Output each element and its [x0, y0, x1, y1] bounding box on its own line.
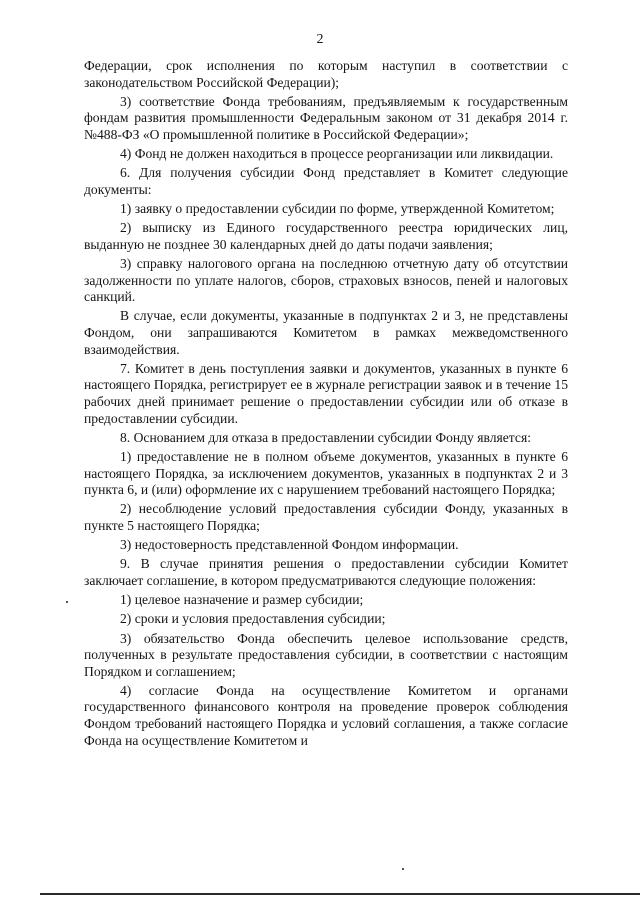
scan-speck	[402, 868, 404, 870]
paragraph-item-6-3: 3) справку налогового органа на последнюю отчетную дату об отсутствии задолженности по уплате налогов, сборов, страховых взносов, пеней и налоговых санкций.	[84, 256, 568, 305]
paragraph-clause-9: 9. В случае принятия решения о предоставлении субсидии Комитет заключает соглашение, в котором предусматриваются следующие положения:	[84, 556, 568, 588]
page-bottom-rule	[40, 893, 640, 895]
paragraph-item-5-4: 4) Фонд не должен находиться в процессе реорганизации или ликвидации.	[120, 146, 554, 162]
scan-speck	[66, 601, 68, 603]
paragraph-item-6-2: 2) выписку из Единого государственного реестра юридических лиц, выданную не позднее 30 календарных дней до даты подачи заявления;	[84, 220, 568, 252]
paragraph-item-8-3: 3) недостоверность представленной Фондом информации.	[120, 537, 459, 553]
paragraph-clause-6-note: В случае, если документы, указанные в подпунктах 2 и 3, не представлены Фондом, они запрашиваются Комитетом в рамках межведомственного взаимодействия.	[84, 308, 568, 357]
document-body	[84, 58, 568, 752]
paragraph-item-9-2: 2) сроки и условия предоставления субсидии;	[120, 611, 386, 627]
paragraph-item-9-3: 3) обязательство Фонда обеспечить целевое использование средств, полученных в результате предоставления субсидии, в соответствии с настоящим Порядком и соглашением;	[84, 630, 568, 679]
paragraph-clause-8: 8. Основанием для отказа в предоставлении субсидии Фонду является:	[120, 429, 531, 445]
paragraph-continuation: Федерации, срок исполнения по которым наступил в соответствии с законодательством Российской Федерации);	[84, 58, 568, 90]
page-number: 2	[316, 32, 324, 47]
paragraph-item-8-2: 2) несоблюдение условий предоставления субсидии Фонду, указанных в пункте 5 настоящего Порядка;	[84, 501, 568, 533]
paragraph-item-5-3: 3) соответствие Фонда требованиям, предъявляемым к государственным фондам развития промышленности Федеральным законом от 31 декабря 2014 г. №488-ФЗ «О промышленной политике в Российской Федерации»;	[84, 93, 568, 142]
paragraph-clause-7: 7. Комитет в день поступления заявки и документов, указанных в пункте 6 настоящего Порядка, регистрирует ее в журнале регистрации заявок и в течение 15 рабочих дней принимает решение о предоставлении субсидии или об отказе в предоставлении субсидии.	[84, 360, 568, 426]
paragraph-item-9-1: 1) целевое назначение и размер субсидии;	[120, 592, 364, 608]
paragraph-item-6-1: 1) заявку о предоставлении субсидии по форме, утвержденной Комитетом;	[120, 201, 555, 217]
paragraph-clause-6: 6. Для получения субсидии Фонд представляет в Комитет следующие документы:	[84, 165, 568, 197]
paragraph-item-9-4: 4) согласие Фонда на осуществление Комитетом и органами государственного финансового контроля на проведение проверок соблюдения Фондом требований настоящего Порядка и условий соглашения, а также согласие Фонда на осуществление Комитетом и	[84, 682, 568, 748]
paragraph-item-8-1: 1) предоставление не в полном объеме документов, указанных в пункте 6 настоящего Порядка, за исключением документов, указанных в подпунктах 2 и 3 пункта 6, и (или) оформление их с нарушением требований настоящего Порядка;	[84, 449, 568, 498]
